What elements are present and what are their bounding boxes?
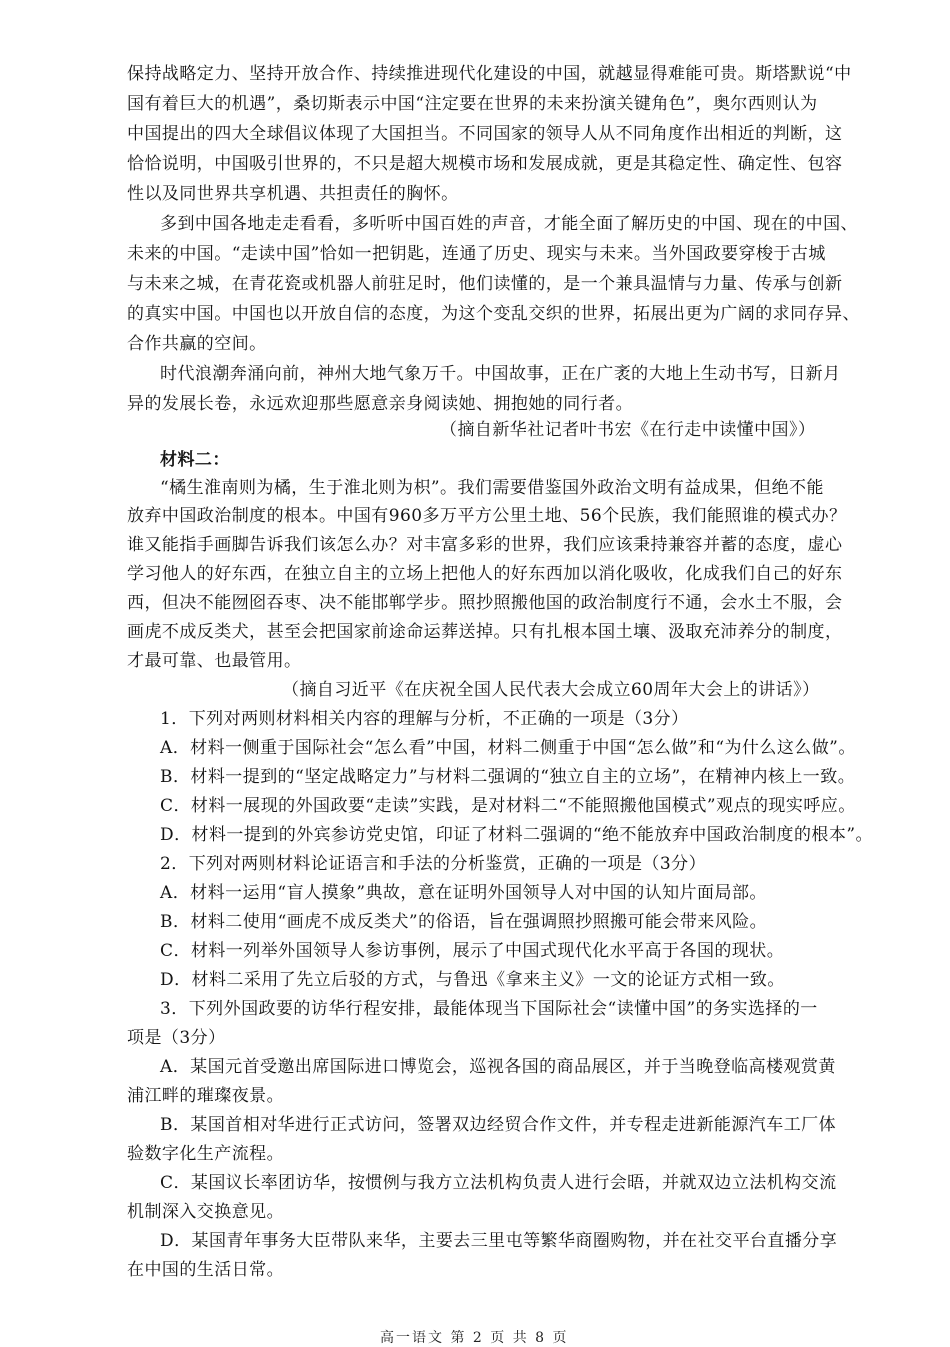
text-line: 异的发展长卷，永远欢迎那些愿意亲身阅读她、拥抱她的同行者。: [127, 394, 634, 414]
option-b: B．某国首相对华进行正式访问，签署双边经贸合作文件，并专程走进新能源汽车工厂体: [160, 1115, 837, 1135]
option-a: A．材料一侧重于国际社会“怎么看”中国，材料二侧重于中国“怎么做”和“为什么这么做”。: [160, 738, 856, 758]
text-line: 合作共赢的空间。: [127, 334, 267, 354]
text-line: 国有着巨大的机遇”，桑切斯表示中国“注定要在世界的未来扮演关键角色”，奥尔西则认为: [127, 94, 818, 114]
option-c-cont: 机制深入交换意见。: [127, 1202, 285, 1222]
page-footer: 高一语文 第 2 页 共 8 页: [380, 1330, 569, 1346]
text-line: 中国提出的四大全球倡议体现了大国担当。不同国家的领导人从不同角度作出相近的判断，这: [127, 124, 843, 144]
text-line: 保持战略定力、坚持开放合作、持续推进现代化建设的中国，就越显得难能可贵。斯塔默说“中: [127, 64, 852, 84]
option-c: C．材料一展现的外国政要“走读”实践，是对材料二“不能照搬他国模式”观点的现实呼应。: [160, 796, 856, 816]
text-line: 多到中国各地走走看看，多听听中国百姓的声音，才能全面了解历史的中国、现在的中国、: [160, 214, 858, 234]
text-line: 谁又能指手画脚告诉我们该怎么办？对丰富多彩的世界，我们应该秉持兼容并蓄的态度，虚心: [127, 535, 843, 555]
question-stem: 2．下列对两则材料论证语言和手法的分析鉴赏，正确的一项是（3分）: [160, 854, 707, 874]
text-line: 放弃中国政治制度的根本。中国有960多万平方公里土地、56个民族，我们能照谁的模式办？: [127, 506, 847, 526]
source-citation: （摘自习近平《在庆祝全国人民代表大会成立60周年大会上的讲话》）: [282, 680, 820, 700]
text-line: 恰恰说明，中国吸引世界的，不只是超大规模市场和发展成就，更是其稳定性、确定性、包容: [127, 154, 843, 174]
text-line: 学习他人的好东西，在独立自主的立场上把他人的好东西加以消化吸收，化成我们自己的好东: [127, 564, 843, 584]
option-b-cont: 验数字化生产流程。: [127, 1144, 285, 1164]
option-c: C．某国议长率团访华，按惯例与我方立法机构负责人进行会晤，并就双边立法机构交流: [160, 1173, 837, 1193]
option-a: A．某国元首受邀出席国际进口博览会，巡视各国的商品展区，并于当晚登临高楼观赏黄: [160, 1057, 836, 1077]
option-a: A．材料一运用“盲人摸象”典故，意在证明外国领导人对中国的认知片面局部。: [160, 883, 767, 903]
text-line: 的真实中国。中国也以开放自信的态度，为这个变乱交织的世界，拓展出更为广阔的求同存异、: [127, 304, 860, 324]
text-line: 才最可靠、也最管用。: [127, 651, 302, 671]
option-a-cont: 浦江畔的璀璨夜景。: [127, 1086, 285, 1106]
option-b: B．材料二使用“画虎不成反类犬”的俗语，旨在强调照抄照搬可能会带来风险。: [160, 912, 768, 932]
text-line: 性以及同世界共享机遇、共担责任的胸怀。: [127, 184, 459, 204]
option-b: B．材料一提到的“坚定战略定力”与材料二强调的“独立自主的立场”，在精神内核上一致。: [160, 767, 856, 787]
text-line: 未来的中国。“走读中国”恰如一把钥匙，连通了历史、现实与未来。当外国政要穿梭于古城: [127, 244, 826, 264]
option-d: D．材料一提到的外宾参访党史馆，印证了材料二强调的“绝不能放弃中国政治制度的根本”。: [160, 825, 873, 845]
option-c: C．材料一列举外国领导人参访事例，展示了中国式现代化水平高于各国的现状。: [160, 941, 785, 961]
text-line: 西，但决不能囫囵吞枣、决不能邯郸学步。照抄照搬他国的政治制度行不通，会水土不服，会: [127, 593, 843, 613]
text-line: “橘生淮南则为橘，生于淮北则为枳”。我们需要借鉴国外政治文明有益成果，但绝不能: [160, 478, 824, 498]
text-line: 与未来之城，在青花瓷或机器人前驻足时，他们读懂的，是一个兼具温情与力量、传承与创新: [127, 274, 843, 294]
source-citation: （摘自新华社记者叶书宏《在行走中读懂中国》）: [440, 420, 816, 440]
text-line: 时代浪潮奔涌向前，神州大地气象万千。中国故事，正在广袤的大地上生动书写，日新月: [160, 364, 841, 384]
text-line: 画虎不成反类犬，甚至会把国家前途命运葬送掉。只有扎根本国土壤、汲取充沛养分的制度，: [127, 622, 843, 642]
section-heading: 材料二：: [160, 450, 230, 470]
question-stem: 项是（3分）: [127, 1028, 226, 1048]
question-stem: 1．下列对两则材料相关内容的理解与分析，不正确的一项是（3分）: [160, 709, 689, 729]
option-d: D．某国青年事务大臣带队来华，主要去三里屯等繁华商圈购物，并在社交平台直播分享: [160, 1231, 838, 1251]
option-d-cont: 在中国的生活日常。: [127, 1260, 285, 1280]
question-stem: 3．下列外国政要的访华行程安排，最能体现当下国际社会“读懂中国”的务实选择的一: [160, 999, 818, 1019]
option-d: D．材料二采用了先立后驳的方式，与鲁迅《拿来主义》一文的论证方式相一致。: [160, 970, 785, 990]
